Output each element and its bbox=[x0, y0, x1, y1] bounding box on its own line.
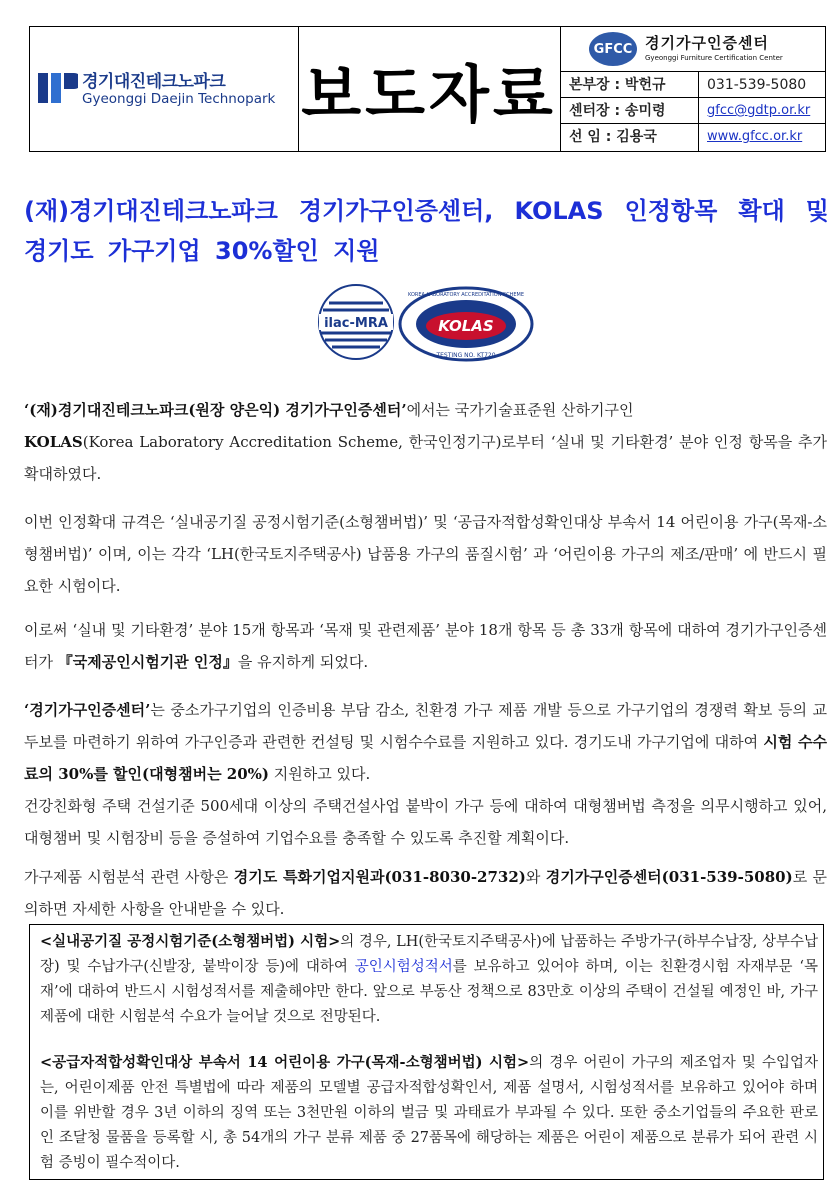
gfcc-english-text: Gyeonggi Furniture Certification Center bbox=[645, 54, 783, 62]
p5-text2: 와 bbox=[525, 868, 546, 886]
p1-bold: ‘(재)경기대진테크노파크(원장 양은익) 경기가구인증센터’ bbox=[24, 401, 407, 419]
info-box bbox=[29, 924, 824, 1180]
ilac-text: ilac-MRA bbox=[324, 316, 388, 331]
contact-role: 선 임 : 김용국 bbox=[561, 124, 699, 151]
logo-english-text: Gyeonggi Daejin Technopark bbox=[82, 91, 276, 107]
press-release-header bbox=[29, 26, 826, 152]
headline: (재)경기대진테크노파크 경기가구인증센터, KOLAS 인정항목 확대 및 경기도 가구기업 30%할인 지원 bbox=[24, 197, 829, 265]
p3-text2: 을 유지하게 되었다. bbox=[237, 653, 369, 671]
p1-text: 에서는 국가기술표준원 산하기구인 bbox=[406, 401, 634, 419]
p4-text3: 건강친화형 주택 건설기준 500세대 이상의 주택건설사업 붙박이 가구 등에 대하여 대형챔버법 측정을 의무시행하고 있어, 대형챔버 및 시험장비 등을 증설하여 기업수요를 충족할 수 있도록 추진할 계획이다. bbox=[24, 797, 827, 847]
b2-text: 의 경우 어린이 가구의 제조업자 및 수입업자는, 어린이제품 안전 특별법에 따라 제품의 모델별 공급자적합성확인서, 제품 설명서, 시험성적서를 보유하고 있어야 하며 이를 위반할 경우 3년 이하의 징역 또는 3천만원 이하의 벌금 및 과태료가 부과될 수 있다. 또한 중소기업들의 주요한 판로인 조달청 물품을 등록할 시, 총 54개의 가구 분류 제품 중 27품목에 해당하는 제품은 어린이 제품으로 분류가 되어 관련 시험 증빙이 필수적이다. bbox=[40, 1055, 819, 1171]
gfcc-mark-icon: GFCC bbox=[589, 32, 637, 66]
box-paragraph-1 bbox=[40, 929, 818, 1030]
p4-text: 는 중소가구기업의 인증비용 부담 감소, 친환경 가구 제품 개발 등으로 가구기업의 경쟁력 확보 등의 교두보를 마련하기 위하여 가구인증과 관련한 컨설팅 및 시험수수료를 지원하고 있다. 경기도내 가구기업에 대하여 bbox=[24, 701, 827, 751]
b2-bold: <공급자적합성확인대상 부속서 14 어린이용 가구(목재-소형챔버법) 시험> bbox=[40, 1054, 530, 1071]
daejin-technopark-logo bbox=[38, 67, 288, 117]
p5-bold2: 경기가구인증센터(031-539-5080) bbox=[545, 868, 793, 886]
gfcc-logo bbox=[561, 27, 826, 72]
contact-row bbox=[561, 98, 826, 124]
contact-row bbox=[561, 124, 826, 151]
ilac-mra-logo bbox=[317, 283, 395, 361]
kolas-text: KOLAS bbox=[438, 317, 494, 335]
contact-role: 본부장 : 박헌규 bbox=[561, 72, 699, 97]
contact-website-link[interactable]: www.gfcc.or.kr bbox=[707, 129, 803, 144]
p4-bold2: 시험 수수료의 30%를 할인(대형챔버는 20%) bbox=[24, 733, 827, 783]
p5-text: 가구제품 시험분석 관련 사항은 bbox=[24, 868, 234, 886]
box-paragraph-2 bbox=[40, 1050, 818, 1176]
p1-bold2: KOLAS bbox=[24, 433, 83, 451]
kolas-number-text: TESTING NO. KT720 bbox=[436, 352, 496, 359]
paragraph-5 bbox=[24, 861, 827, 925]
paragraph-2: 이번 인정확대 규격은 ‘실내공기질 공정시험기준(소형챔버법)’ 및 ‘공급자적합성확인대상 부속서 14 어린이용 가구(목재-소형챔버법)’ 이며, 이는 각각 ‘LH(한국토지주택공사) 납품용 가구의 품질시험’ 과 ‘어린이용 가구의 제조/판매’ 에 반드시 필요한 시험이다. bbox=[24, 513, 827, 595]
kolas-ring-text: KOREA LABORATORY ACCREDITATION SCHEME bbox=[407, 292, 525, 298]
b1-text: 의 경우, LH(한국토지주택공사)에 납품하는 주방가구(하부수납장, 상부수납장) 및 수납가구(신발장, 붙박이장 등)에 대하여 bbox=[40, 934, 818, 975]
p1-text2: (Korea Laboratory Accreditation Scheme, 한국인정기구)로부터 ‘실내 및 기타환경’ 분야 인정 항목을 추가 확대하였다. bbox=[24, 433, 827, 483]
p3-bold: 『국제공인시험기관 인정』 bbox=[57, 653, 238, 671]
paragraph-1 bbox=[24, 394, 827, 490]
contact-row bbox=[561, 72, 826, 98]
press-release-title: 보도자료 bbox=[301, 57, 557, 131]
kolas-logo bbox=[398, 286, 534, 362]
p5-text3: 로 문의하면 자세한 사항을 안내받을 수 있다. bbox=[24, 868, 828, 918]
contact-email-link[interactable]: gfcc@gdtp.or.kr bbox=[707, 103, 811, 118]
b1-text2: 를 보유하고 있어야 하며, 이는 친환경시험 자재부문 ‘목재’에 대하여 반드시 시험성적서를 제출해야만 한다. 앞으로 부동산 정책으로 83만호 이상의 주택이 건설될 예정인 바, 가구 제품에 대한 시험분석 수요가 늘어날 것으로 전망된다. bbox=[40, 959, 818, 1025]
logo-korean-text: 경기대진테크노파크 bbox=[82, 72, 226, 92]
p3-text: 이로써 ‘실내 및 기타환경’ 분야 15개 항목과 ‘목재 및 관련제품’ 분야 18개 항목 등 총 33개 항목에 대하여 경기가구인증센터가 bbox=[24, 621, 827, 671]
contact-role: 센터장 : 송미령 bbox=[561, 98, 699, 123]
b1-bold: <실내공기질 공정시험기준(소형챔버법) 시험> bbox=[40, 933, 341, 950]
gfcc-name-text: 경기가구인증센터 bbox=[645, 34, 769, 52]
p4-bold: ‘경기가구인증센터’ bbox=[24, 701, 151, 719]
paragraph-3 bbox=[24, 614, 827, 678]
p4-text2: 지원하고 있다. bbox=[269, 765, 371, 783]
technopark-mark-icon bbox=[38, 69, 78, 107]
paragraph-4 bbox=[24, 694, 827, 854]
p5-bold: 경기도 특화기업지원과(031-8030-2732) bbox=[233, 868, 526, 886]
b1-blue: 공인시험성적서 bbox=[354, 959, 453, 975]
contact-phone: 031-539-5080 bbox=[707, 77, 807, 93]
